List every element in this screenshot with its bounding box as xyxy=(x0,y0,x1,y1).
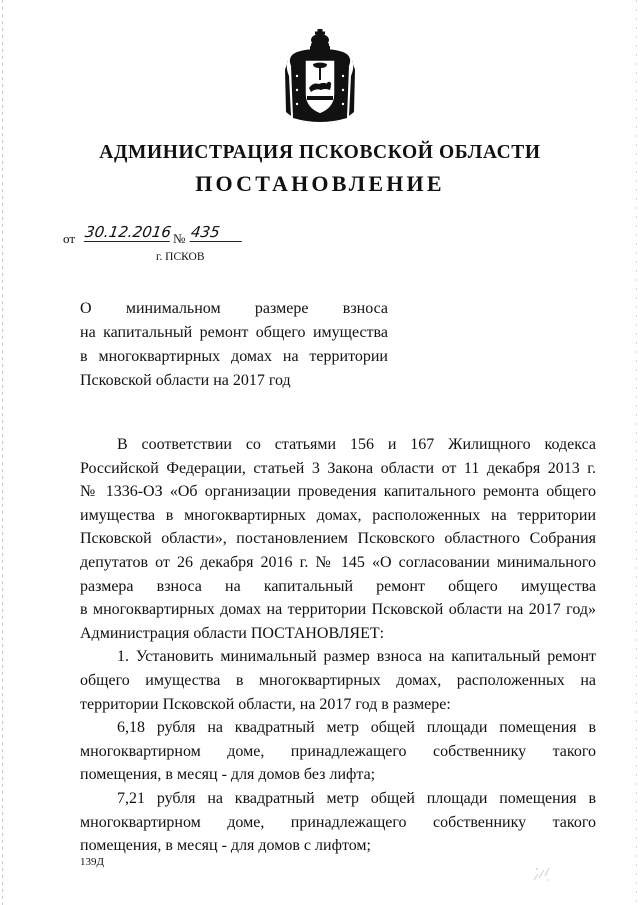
body-line: многоквартирном доме, принадлежащего собственнику такого xyxy=(80,813,596,831)
document-body xyxy=(80,433,596,858)
scan-mark-icon xyxy=(530,862,554,886)
body-line: Псковской области», постановлением Псковского областного Собрания xyxy=(80,530,596,548)
body-line: 1. Установить минимальный размер взноса на капитальный ремонт xyxy=(117,648,596,666)
city-label: г. ПСКОВ xyxy=(156,251,205,263)
scan-edge-right xyxy=(636,0,637,905)
body-line: В соответствии со статьями 156 и 167 Жилищного кодекса xyxy=(117,436,596,453)
body-line: помещения, в месяц - для домов с лифтом; xyxy=(80,837,371,855)
body-line: общего имущества в многоквартирных домах, расположенных на xyxy=(80,671,596,689)
document-subject xyxy=(80,297,388,393)
body-line: 6,18 рубля на квадратный метр общей площади помещения в xyxy=(117,719,596,737)
number-prefix: № xyxy=(173,231,186,246)
body-line: 7,21 рубля на квадратный метр общей площади помещения в xyxy=(117,789,596,807)
footer-code: 139Д xyxy=(80,856,105,868)
subject-line: О минимальном размере взноса xyxy=(80,300,388,317)
body-line: в многоквартирных домах на территории Псковской области на 2017 год» xyxy=(80,601,596,619)
organization-title: АДМИНИСТРАЦИЯ ПСКОВСКОЙ ОБЛАСТИ xyxy=(99,142,541,163)
document-type-title: ПОСТАНОВЛЕНИЕ xyxy=(195,171,445,196)
body-line: имущества в многоквартирных домах, расположенных на территории xyxy=(80,506,596,524)
date-prefix: от xyxy=(63,231,76,246)
subject-line: Псковской области на 2017 год xyxy=(80,372,291,389)
scan-edge-left xyxy=(2,0,3,905)
date-handwritten: 30.12.2016 xyxy=(83,223,173,241)
body-line: № 1336-ОЗ «Об организации проведения капитального ремонта общего xyxy=(80,483,596,501)
body-line: многоквартирном доме, принадлежащего собственнику такого xyxy=(80,742,596,760)
body-line: Администрация области ПОСТАНОВЛЯЕТ: xyxy=(80,624,385,642)
body-line: территории Псковской области, на 2017 год в размере: xyxy=(80,695,451,713)
subject-line: на капитальный ремонт общего имущества xyxy=(80,324,388,341)
registration-line xyxy=(63,223,263,245)
number-handwritten: 435 xyxy=(190,223,245,242)
body-line: размера взноса на капитальный ремонт общего имущества xyxy=(80,577,596,595)
body-line: помещения, в месяц - для домов без лифта; xyxy=(80,766,376,784)
coat-of-arms-icon xyxy=(283,26,357,126)
subject-line: в многоквартирных домах на территории xyxy=(80,348,388,365)
body-line: депутатов от 26 декабря 2016 г. № 145 «О согласовании минимального xyxy=(80,553,596,571)
body-line: Российской Федерации, статьей 3 Закона области от 11 декабря 2013 г. xyxy=(80,459,596,477)
